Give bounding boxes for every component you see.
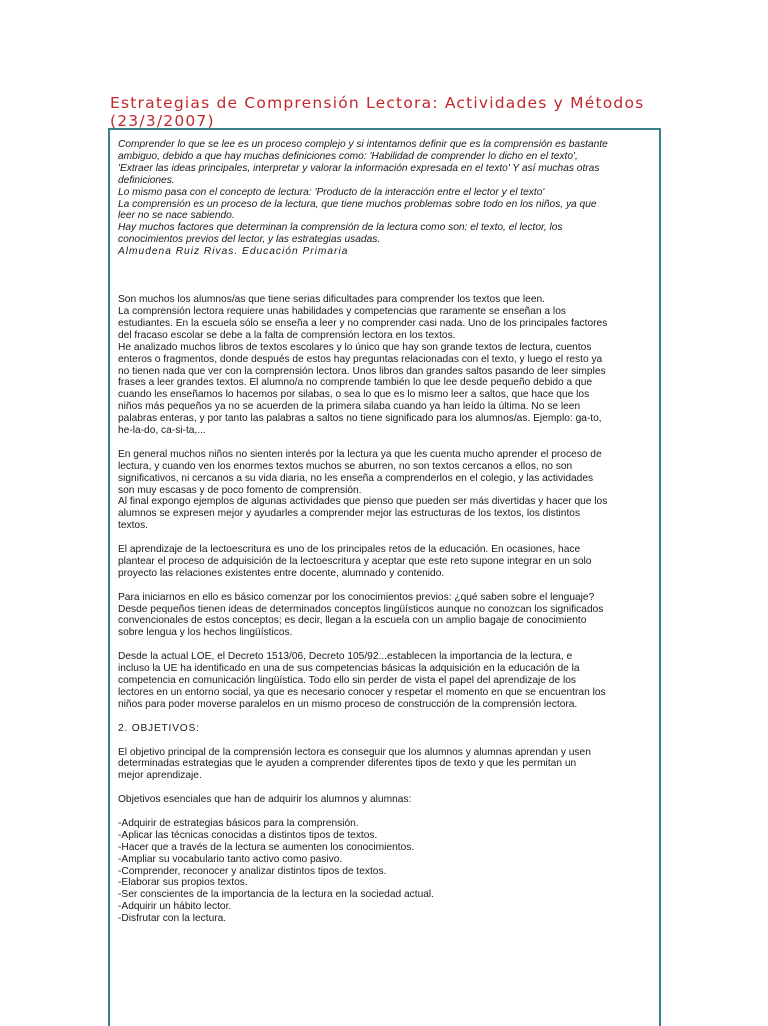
- text-line: no tienen nada que ver con la comprensión lectora. Unos libros dan grandes saltos pasando de leer simples: [118, 365, 606, 377]
- text-line: niños para poder moverse paralelos en un mismo proceso de construcción de la comprensión lectora.: [118, 698, 578, 710]
- text-line: estudiantes. En la escuela sólo se enseña a leer y no comprender casi nada. Uno de los principales factores: [118, 317, 608, 329]
- paragraph: [118, 544, 654, 580]
- text-line: incluso la UE ha identificado en una de sus competencias básicas la adquisición en la educación de la: [118, 663, 580, 675]
- list-item: -Comprender, reconocer y analizar distintos tipos de textos.: [118, 865, 387, 877]
- list-item: -Ampliar su vocabulario tanto activo como pasivo.: [118, 853, 343, 865]
- paragraph: [118, 449, 654, 532]
- text-line: enteros o fragmentos, donde después de estos hay preguntas relacionadas con el texto, y luego el resto ya: [118, 353, 603, 365]
- list-item: -Hacer que a través de la lectura se aumenten los conocimientos.: [118, 841, 415, 853]
- paragraph: [118, 592, 654, 640]
- list-item: -Adquirir de estrategias básicos para la comprensión.: [118, 817, 359, 829]
- text-line: La comprensión lectora requiere unas habilidades y competencias que raramente se enseñan a los: [118, 305, 566, 317]
- text-line: Para iniciarnos en ello es básico comenzar por los conocimientos previos: ¿qué saben sobre el lenguaje?: [118, 591, 595, 603]
- text-line: alumnos se expresen mejor y ayudarles a comprender mejor las estructuras de los textos, los distintos: [118, 508, 581, 520]
- text-line: Al final expongo ejemplos de algunas actividades que pienso que pueden ser más divertidas y hacer que los: [118, 496, 608, 508]
- text-line: determinadas estrategias que le ayuden a comprender diferentes tipos de texto y que les permitan un: [118, 758, 577, 770]
- text-line: He analizado muchos libros de textos escolares y lo único que hay son grande textos de lectura, cuentos: [118, 341, 592, 353]
- list-item: -Adquirir un hábito lector.: [118, 901, 232, 913]
- text-line: El objetivo principal de la comprensión lectora es conseguir que los alumnos y alumnas aprendan y usen: [118, 746, 591, 758]
- text-line: significativos, ni cercanos a su vida diaria, no les enseña a comprenderlos en el colegio, y las actividades: [118, 472, 594, 484]
- text-line: convencionales de estos conceptos; es decir, llegan a la escuela con un amplio bagaje de conocimiento: [118, 615, 587, 627]
- text-line: plantear el proceso de adquisición de la lectoescritura y aceptar que este reto supone integrar en un solo: [118, 555, 592, 567]
- article-content: [118, 139, 654, 925]
- text-line: sobre lengua y los hechos lingüísticos.: [118, 627, 293, 639]
- author-line: Almudena Ruiz Rivas. Educación Primaria: [118, 246, 349, 258]
- list-item: -Elaborar sus propios textos.: [118, 877, 248, 889]
- intro-line: conocimientos previos del lector, y las estrategias usadas.: [118, 234, 381, 246]
- title-date: (23/3/2007): [110, 112, 215, 130]
- paragraph: [118, 794, 654, 806]
- intro-line: leer no se nace sabiendo.: [118, 210, 235, 222]
- section-heading-objetivos: 2. OBJETIVOS:: [118, 722, 200, 734]
- objectives-list: [118, 818, 654, 925]
- text-line: son muy escasas y de poco fomento de comprensión.: [118, 484, 362, 496]
- title-line-1: Estrategias de Comprensión Lectora: Actividades y Métodos: [110, 94, 645, 112]
- text-line: El aprendizaje de la lectoescritura es uno de los principales retos de la educación. En ocasiones, hace: [118, 544, 581, 556]
- text-line: lectores en un entorno social, ya que es necesario conocer y respetar el momento en que se encuentran los: [118, 686, 606, 698]
- text-line: competencia en comunicación lingüística. Todo ello sin perder de vista el papel del aprendizaje de los: [118, 675, 576, 686]
- list-item: -Aplicar las técnicas conocidas a distintos tipos de textos.: [118, 829, 378, 841]
- text-line: mejor aprendizaje.: [118, 770, 202, 782]
- paragraph: [118, 747, 654, 783]
- list-item: -Ser conscientes de la importancia de la lectura en la sociedad actual.: [118, 889, 434, 901]
- text-line: Desde pequeños tienen ideas de determinados conceptos lingüísticos aunque no conozcan los significados: [118, 603, 604, 615]
- text-line: palabras enteras, y por tanto las palabras a saltos no tiene significado para los alumnos/as. Ejemplo: ga-to,: [118, 413, 602, 425]
- text-line: he-la-do, ca-si-ta,...: [118, 425, 206, 437]
- text-line: Desde la actual LOE, el Decreto 1513/06, Decreto 105/92...establecen la importancia de la lectura, e: [118, 651, 573, 663]
- paragraph: [118, 294, 654, 437]
- text-line: textos.: [118, 520, 149, 532]
- intro-line: Lo mismo pasa con el concepto de lectura: 'Producto de la interacción entre el lector y el texto': [118, 186, 545, 198]
- list-item: -Disfrutar con la lectura.: [118, 913, 227, 925]
- document-title: [110, 94, 670, 130]
- intro-line: Comprender lo que se lee es un proceso complejo y si intentamos definir que es la comprensión es bastante: [118, 139, 608, 150]
- text-line: niños más pequeños ya no se acuerden de la primera silaba cuando ya han leído la última. No se leen: [118, 401, 581, 413]
- intro-line: Hay muchos factores que determinan la comprensión de la lectura como son: el texto, el lector, los: [118, 222, 563, 234]
- intro-line: La comprensión es un proceso de la lectura, que tiene muchos problemas sobre todo en los niños, ya que: [118, 198, 597, 210]
- intro-line: ambiguo, debido a que hay muchas definiciones como: 'Habilidad de comprender lo dicho en el texto',: [118, 150, 578, 162]
- text-line: proyecto las relaciones existentes entre docente, alumnado y contenido.: [118, 567, 445, 579]
- intro-line: 'Extraer las ideas principales, interpretar y valorar la información expresada en el texto' Y así muchas otras: [118, 162, 600, 174]
- text-line: En general muchos niños no sienten interés por la lectura ya que les cuenta mucho aprender el proceso de: [118, 448, 602, 460]
- text-line: cuando les enseñamos lo hacemos por silabas, o sea lo que es lo mismo leer a saltos, que hace que los: [118, 389, 590, 401]
- intro-block: [118, 139, 654, 258]
- text-line: Objetivos esenciales que han de adquirir los alumnos y alumnas:: [118, 794, 412, 806]
- paragraph: [118, 651, 654, 711]
- text-line: frases a leer grandes textos. El alumno/a no comprende también lo que lee desde pequeño debido a que: [118, 377, 593, 389]
- text-line: del fracaso escolar se debe a la falta de comprensión lectora en los textos.: [118, 329, 456, 341]
- text-line: lectura, y cuando ven los enormes textos muchos se aburren, no son textos cercanos a ellos, no son: [118, 460, 573, 472]
- text-line: Son muchos los alumnos/as que tiene serias dificultades para comprender los textos que leen.: [118, 294, 545, 306]
- intro-line: definiciones.: [118, 174, 175, 186]
- article-body: [118, 294, 654, 925]
